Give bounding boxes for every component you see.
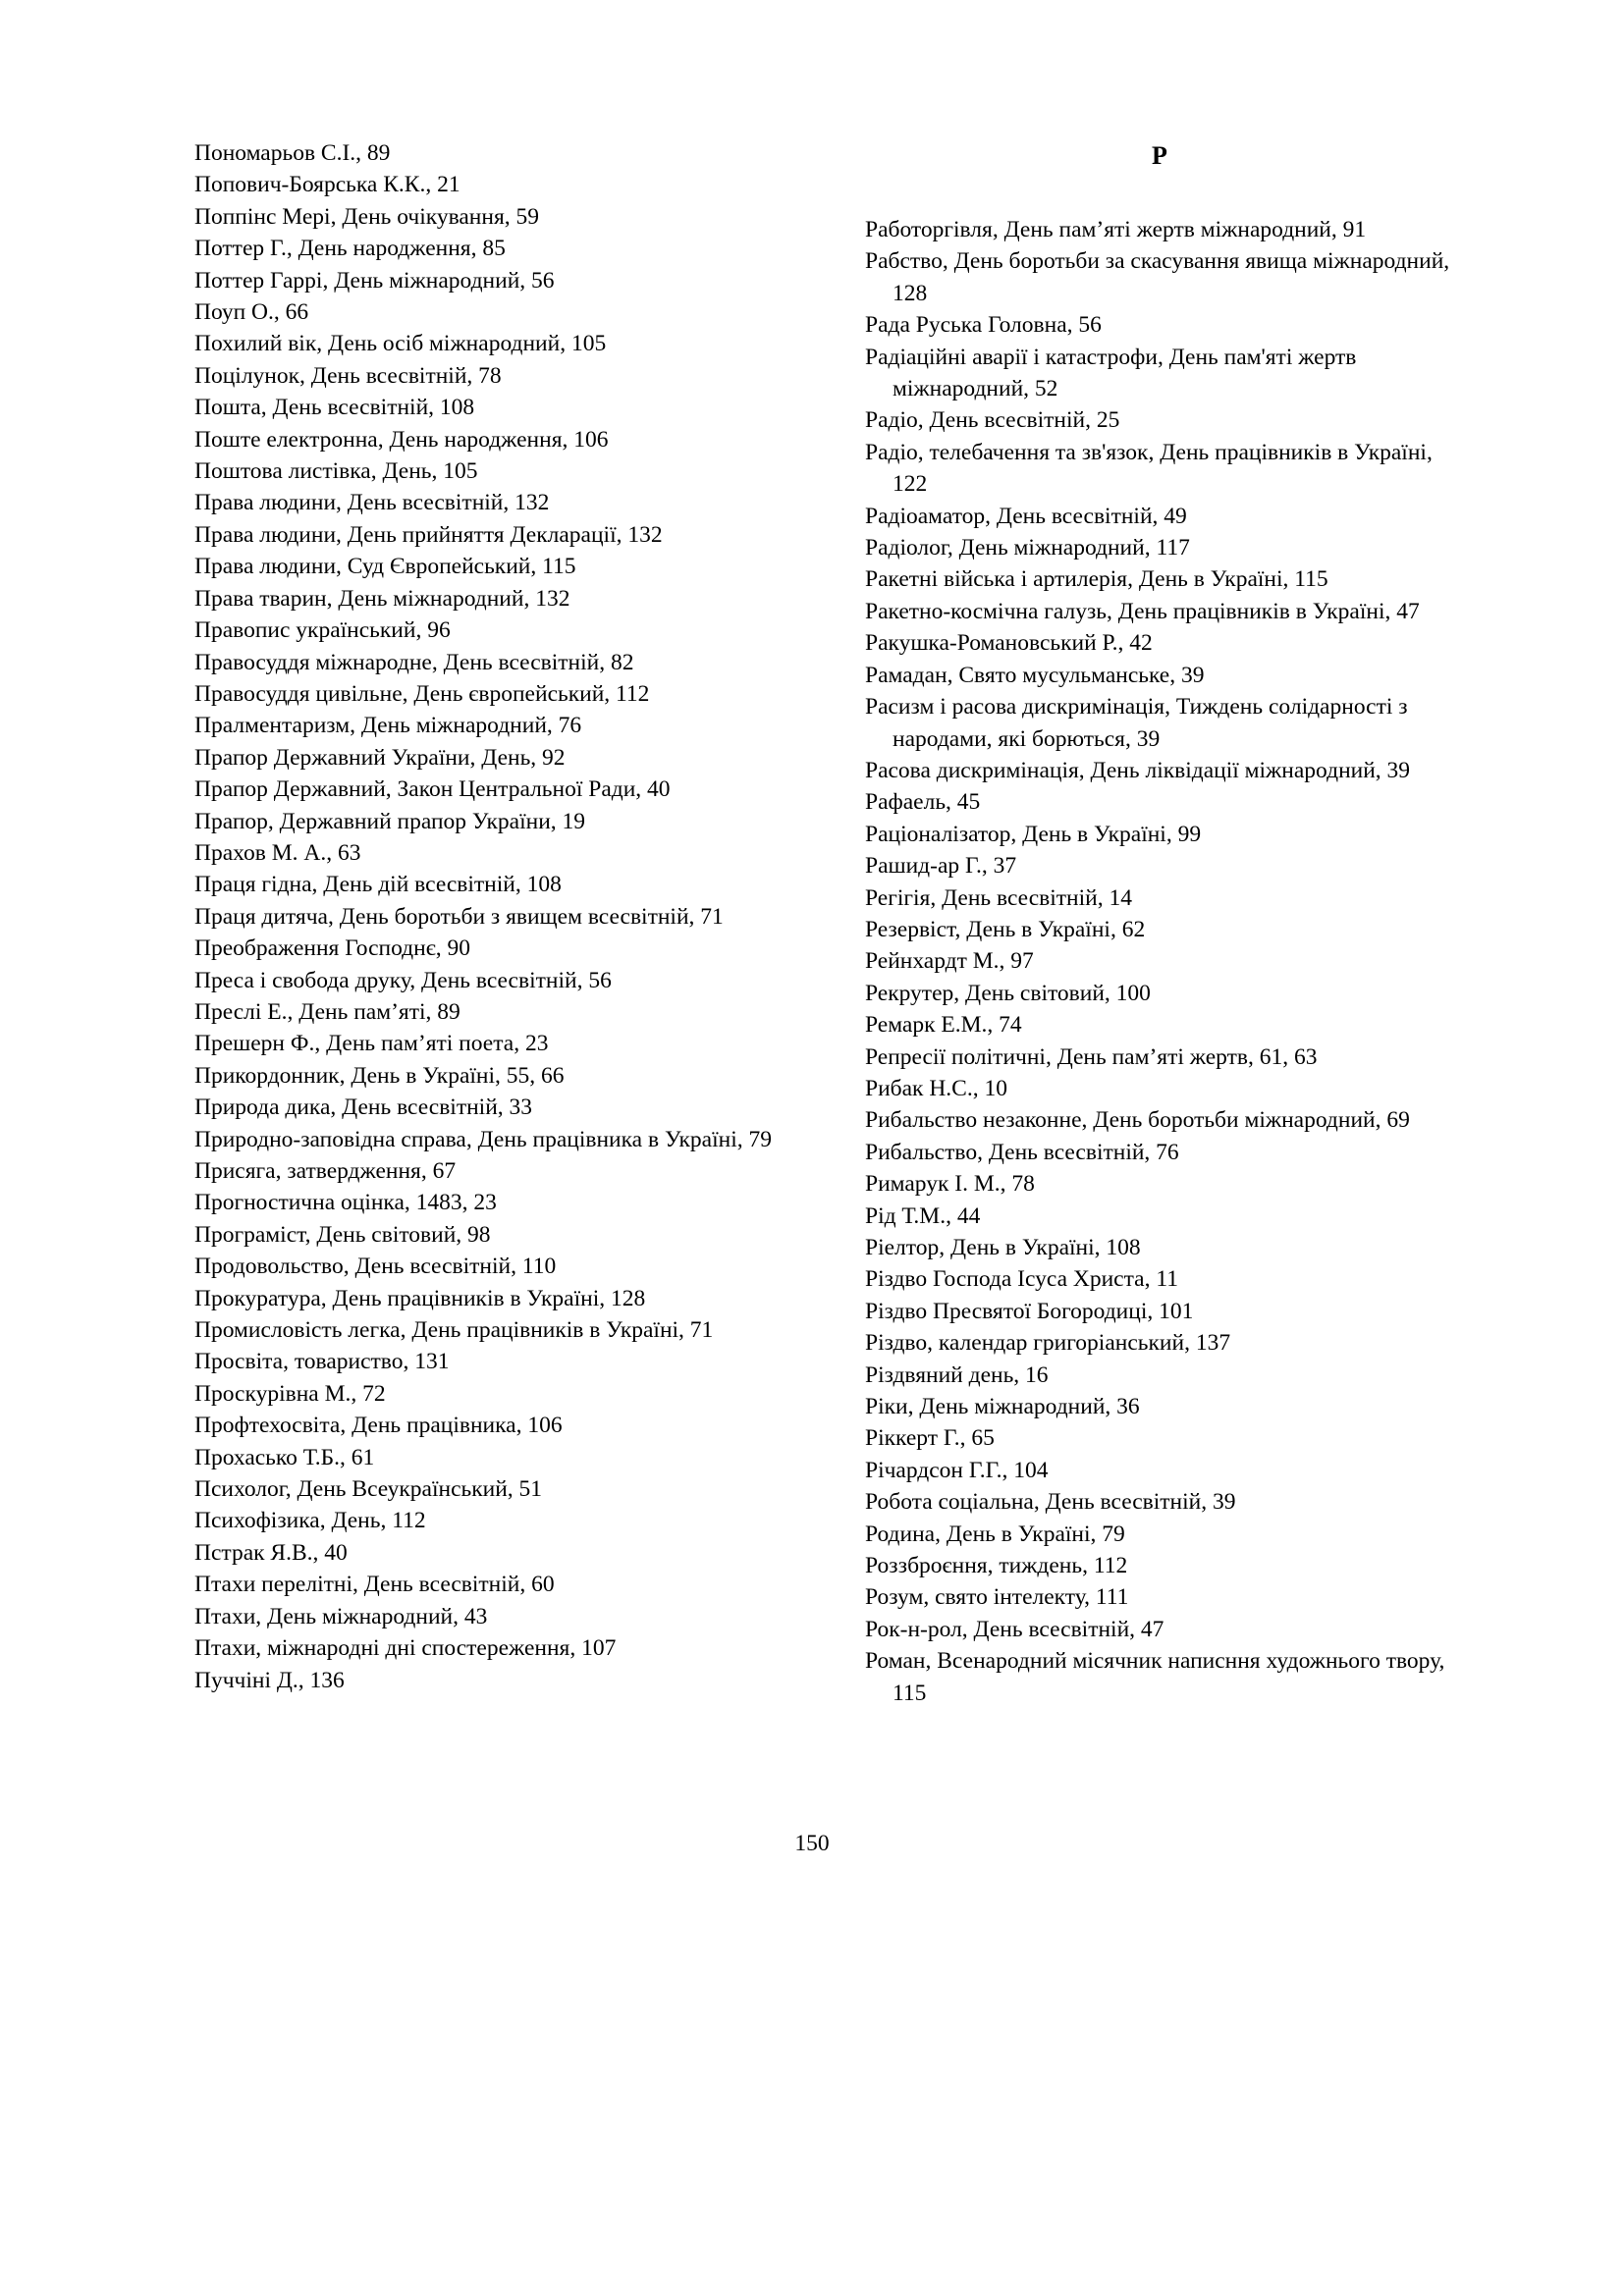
index-entry: Природа дика, День всесвітній, 33	[194, 1095, 533, 1121]
index-entry: Права людини, День прийняття Декларації, 132	[194, 521, 663, 548]
index-entry: Расова дискримінація, День ліквідації міжнародний, 39	[865, 757, 1411, 783]
index-entry: Робота соціальна, День всесвітній, 39	[865, 1489, 1236, 1516]
index-entry: Правопис український, 96	[194, 617, 451, 644]
index-entry: Програміст, День світовий, 98	[194, 1221, 491, 1248]
index-entry: Поште електронна, День народження, 106	[194, 426, 609, 453]
index-entry: Ракушка-Романовський Р., 42	[865, 630, 1153, 657]
index-entry: Родина, День в Україні, 79	[865, 1521, 1125, 1547]
index-entry: Рейнхардт М., 97	[865, 948, 1034, 975]
index-entry: Права людини, Суд Європейський, 115	[194, 554, 576, 580]
index-entry: Профтехосвіта, День працівника, 106	[194, 1413, 563, 1439]
index-entry: Попович-Боярська К.К., 21	[194, 172, 460, 198]
index-entry: Рабство, День боротьби за скасування явища міжнародний, 128	[865, 248, 1450, 306]
index-entry: Роман, Всенародний місячник написння художнього твору, 115	[865, 1648, 1445, 1706]
index-entry: Продовольство, День всесвітній, 110	[194, 1254, 557, 1280]
index-entry: Ріелтор, День в Україні, 108	[865, 1235, 1141, 1260]
index-entry: Преображення Господнє, 90	[194, 935, 471, 962]
index-entry: Прахов М. А., 63	[194, 839, 361, 866]
index-entry: Праця гідна, День дій всесвітній, 108	[194, 872, 562, 898]
index-entry: Прогностична оцінка, 1483, 23	[194, 1190, 497, 1216]
index-entry: Різдвяний день, 16	[865, 1362, 1049, 1388]
index-entry: Преса і свобода друку, День всесвітній, 56	[194, 967, 612, 993]
index-entry: Присяга, затвердження, 67	[194, 1158, 457, 1184]
page-number: 150	[794, 1831, 830, 1856]
index-entry: Похилий вік, День осіб міжнародний, 105	[194, 331, 607, 357]
index-entry: Радіолог, День міжнародний, 117	[865, 535, 1190, 561]
index-entry: Рамадан, Свято мусульманське, 39	[865, 662, 1205, 688]
index-entry: Поттер Г., День народження, 85	[194, 236, 506, 262]
index-entry: Работоргівля, День пам’яті жертв міжнародний, 91	[865, 217, 1367, 242]
index-entry: Роззброєння, тиждень, 112	[865, 1553, 1128, 1579]
index-entry: Поттер Гаррі, День міжнародний, 56	[194, 267, 555, 294]
index-entry: Радіо, День всесвітній, 25	[865, 407, 1120, 434]
index-entry: Пуччіні Д., 136	[194, 1667, 345, 1693]
index-entry: Птахи перелітні, День всесвітній, 60	[194, 1572, 555, 1598]
index-entry: Права тварин, День міжнародний, 132	[194, 585, 570, 612]
index-entry: Рекрутер, День світовий, 100	[865, 980, 1151, 1006]
index-entry: Ріки, День міжнародний, 36	[865, 1394, 1140, 1420]
index-entry: Різдво Господа Ісуса Христа, 11	[865, 1266, 1178, 1293]
section-letter-heading: Р	[1152, 141, 1167, 170]
index-entry: Раціоналізатор, День в Україні, 99	[865, 821, 1202, 847]
index-entry: Регігія, День всесвітній, 14	[865, 884, 1132, 911]
index-entry: Поуп О., 66	[194, 299, 309, 326]
index-entry: Природно-заповідна справа, День працівника в Україні, 79	[194, 1126, 772, 1152]
index-entry: Прокуратура, День працівників в Україні, 128	[194, 1285, 646, 1311]
index-entry: Рибальство, День всесвітній, 76	[865, 1139, 1179, 1165]
index-entry: Річардсон Г.Г., 104	[865, 1457, 1049, 1483]
index-entry: Прешерн Ф., День пам’яті поета, 23	[194, 1031, 549, 1057]
index-column-left	[194, 137, 823, 1696]
index-entry: Рафаель, 45	[865, 789, 981, 816]
index-entry: Рибак Н.С., 10	[865, 1075, 1007, 1101]
index-entry: Проскурівна М., 72	[194, 1380, 386, 1407]
index-entry: Поцілунок, День всесвітній, 78	[194, 362, 502, 389]
index-entry: Резервіст, День в Україні, 62	[865, 916, 1146, 942]
index-entry: Пралментаризм, День міжнародний, 76	[194, 713, 582, 739]
index-entry: Прохасько Т.Б., 61	[194, 1444, 375, 1470]
index-entry: Римарук І. М., 78	[865, 1171, 1035, 1198]
index-entry: Рід Т.М., 44	[865, 1202, 981, 1229]
index-entry: Різдво, календар григоріанський, 137	[865, 1330, 1231, 1357]
index-entry: Поштова листівка, День, 105	[194, 458, 478, 485]
index-entry: Правосуддя міжнародне, День всесвітній, 82	[194, 649, 634, 675]
index-entry: Расизм і расова дискримінація, Тиждень солідарності з народами, які борються, 39	[865, 694, 1408, 752]
index-entry: Праця дитяча, День боротьби з явищем всесвітній, 71	[194, 903, 724, 930]
index-entry: Пономарьов С.І., 89	[194, 140, 391, 166]
index-entry: Пошта, День всесвітній, 108	[194, 395, 475, 421]
index-entry: Ремарк Е.М., 74	[865, 1012, 1022, 1039]
index-entry: Різдво Пресвятої Богородиці, 101	[865, 1298, 1194, 1324]
index-entry: Прапор Державний, Закон Центральної Ради, 40	[194, 776, 671, 803]
index-entry: Рашид-ар Г., 37	[865, 853, 1017, 880]
index-entry: Преслі Е., День пам’яті, 89	[194, 998, 460, 1025]
index-entry: Психофізика, День, 112	[194, 1508, 426, 1534]
index-entry: Психолог, День Всеукраїнський, 51	[194, 1476, 543, 1503]
index-entry: Ракетно-космічна галузь, День працівників в Україні, 47	[865, 598, 1420, 624]
index-entry: Прикордонник, День в Україні, 55, 66	[194, 1062, 565, 1089]
index-entry: Прапор, Державний прапор України, 19	[194, 808, 586, 834]
index-entry: Рок-н-рол, День всесвітній, 47	[865, 1616, 1164, 1642]
index-column-right	[865, 214, 1454, 1709]
index-entry: Прапор Державний України, День, 92	[194, 744, 566, 771]
index-entry: Пстрак Я.В., 40	[194, 1539, 348, 1566]
index-entry: Розум, свято інтелекту, 111	[865, 1584, 1129, 1611]
index-entry: Радіаційні аварії і катастрофи, День пам'яті жертв міжнародний, 52	[865, 344, 1357, 402]
index-entry: Просвіта, товариство, 131	[194, 1349, 450, 1375]
index-entry: Радіоаматор, День всесвітній, 49	[865, 503, 1187, 529]
index-entry: Промисловість легка, День працівників в Україні, 71	[194, 1317, 714, 1344]
index-entry: Радіо, телебачення та зв'язок, День працівників в Україні, 122	[865, 439, 1433, 498]
index-entry: Рада Руська Головна, 56	[865, 312, 1102, 339]
index-entry: Ракетні війська і артилерія, День в Україні, 115	[865, 566, 1328, 593]
index-entry: Птахи, День міжнародний, 43	[194, 1603, 488, 1629]
index-entry: Поппінс Мері, День очікування, 59	[194, 203, 539, 230]
index-entry: Рибальство незаконне, День боротьби міжнародний, 69	[865, 1107, 1410, 1134]
index-entry: Правосуддя цивільне, День європейський, 112	[194, 680, 650, 707]
index-entry: Ріккерт Г., 65	[865, 1425, 995, 1452]
index-entry: Репресії політичні, День пам’яті жертв, 61, 63	[865, 1043, 1318, 1070]
index-entry: Права людини, День всесвітній, 132	[194, 490, 550, 516]
index-entry: Птахи, міжнародні дні спостереження, 107	[194, 1635, 617, 1662]
